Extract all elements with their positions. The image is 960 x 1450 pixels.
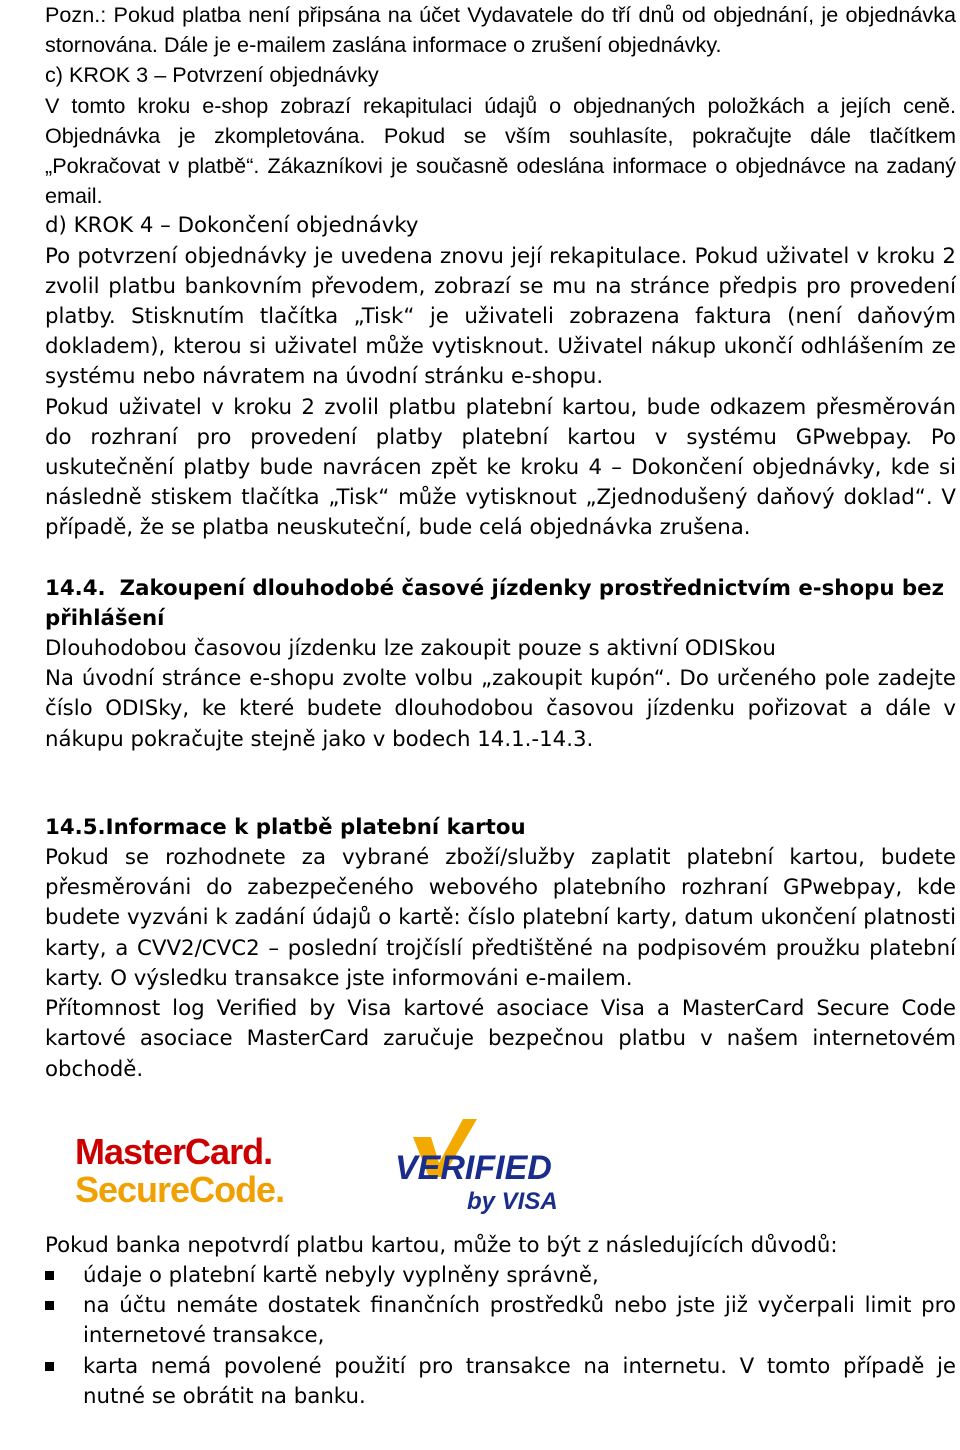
declined-intro: Pokud banka nepotvrdí platbu kartou, může to být z následujících důvodů: [45, 1232, 838, 1258]
payment-logos [45, 1115, 956, 1225]
mastercard-logo-line2: SecureCode. [75, 1168, 285, 1210]
step4-heading: d) KROK 4 – Dokončení objednávky [45, 213, 419, 239]
section-14-4-paragraph-1: Dlouhodobou časovou jízdenku lze zakoupit pouze s aktivní ODISkou [45, 636, 776, 662]
bullet-icon [45, 1271, 54, 1280]
section-14-5-paragraph-1: Pokud se rozhodnete za vybrané zboží/služby zaplatit platební kartou, budete přesměrováni do zabezpečeného webového platebního rozhraní GPwebpay, kde budete vyzváni k zadání údajů o kartě: číslo platební karty, datum ukončení platnosti karty, a CVV2/CVC2 – poslední trojčíslí předtištěné na podpisovém proužku platební karty. O výsledku transakce jste informováni e-mailem. [45, 845, 956, 991]
visa-logo-line1: VERIFIED [395, 1148, 552, 1187]
visa-logo-line2: by VISA [467, 1187, 558, 1215]
section-number: 14.4. [45, 575, 106, 601]
mastercard-securecode-logo [75, 1130, 285, 1219]
section-14-5-heading [45, 813, 956, 843]
bullet-icon [45, 1301, 54, 1310]
list-item-text: na účtu nemáte dostatek finančních prostředků nebo jste již vyčerpali limit pro internetové transakce, [83, 1293, 956, 1349]
list-item [45, 1291, 956, 1351]
card-payment-paragraph: Pokud uživatel v kroku 2 zvolil platbu platební kartou, bude odkazem přesměrován do rozhraní pro provedení platby platební kartou v systému GPwebpay. Po uskutečnění platby bude navrácen zpět ke kroku 4 – Dokončení objednávky, kde si následně stiskem tlačítka „Tisk“ může vytisknout „Zjednodušený daňový doklad“. V případě, že se platba neuskuteční, bude celá objednávka zrušena. [45, 394, 956, 541]
list-item-text: karta nemá povolené použití pro transakce na internetu. V tomto případě je nutné se obrátit na banku. [83, 1353, 956, 1409]
list-item [45, 1352, 956, 1412]
document-page [45, 0, 956, 1412]
section-14-5-paragraph-2: Přítomnost log Verified by Visa kartové asociace Visa a MasterCard Secure Code kartové asociace MasterCard zaručuje bezpečnou platbu v našem internetovém obchodě. [45, 996, 956, 1082]
mastercard-logo-line1: MasterCard. [75, 1130, 273, 1172]
declined-reasons-list [45, 1261, 956, 1412]
spacer [45, 755, 956, 813]
section-number: 14.5. [45, 814, 106, 840]
section-14-4-paragraph-2: Na úvodní stránce e-shopu zvolte volbu „zakoupit kupón“. Do určeného pole zadejte číslo ODISky, ke které budete dlouhodobou časovou jízdenku pořizovat a dále v nákupu pokračujte stejně jako v bodech 14.1.-14.3. [45, 666, 956, 752]
list-item-text: údaje o platební kartě nebyly vyplněny správně, [83, 1262, 599, 1288]
spacer [45, 544, 956, 574]
step3-heading: c) KROK 3 – Potvrzení objednávky [45, 62, 379, 88]
note-paragraph: Pozn.: Pokud platba není připsána na účet Vydavatele do tří dnů od objednání, je objednávka stornována. Dále je e-mailem zaslána informace o zrušení objednávky. [45, 2, 956, 58]
verified-by-visa-logo [385, 1115, 617, 1223]
section-14-4-heading [45, 574, 956, 634]
step3-paragraph: V tomto kroku e-shop zobrazí rekapitulaci údajů o objednaných položkách a jejích ceně. Objednávka je zkompletována. Pokud se vším souhlasíte, pokračujte dále tlačítkem „Pokračovat v platbě“. Zákazníkovi je současně odeslána informace o objednávce na zadaný email. [45, 92, 956, 209]
section-title: Informace k platbě platební kartou [105, 814, 526, 840]
list-item [45, 1261, 956, 1291]
bullet-icon [45, 1362, 54, 1371]
step4-paragraph: Po potvrzení objednávky je uvedena znovu její rekapitulace. Pokud uživatel v kroku 2 zvolil platbu bankovním převodem, zobrazí se mu na stránce předpis pro provedení platby. Stisknutím tlačítka „Tisk“ je uživateli zobrazena faktura (není daňovým dokladem), kterou si uživatel může vytisknout. Uživatel nákup ukončí odhlášením ze systému nebo návratem na úvodní stránku e-shopu. [45, 243, 956, 390]
section-title: Zakoupení dlouhodobé časové jízdenky prostřednictvím e-shopu bez přihlášení [45, 575, 945, 631]
